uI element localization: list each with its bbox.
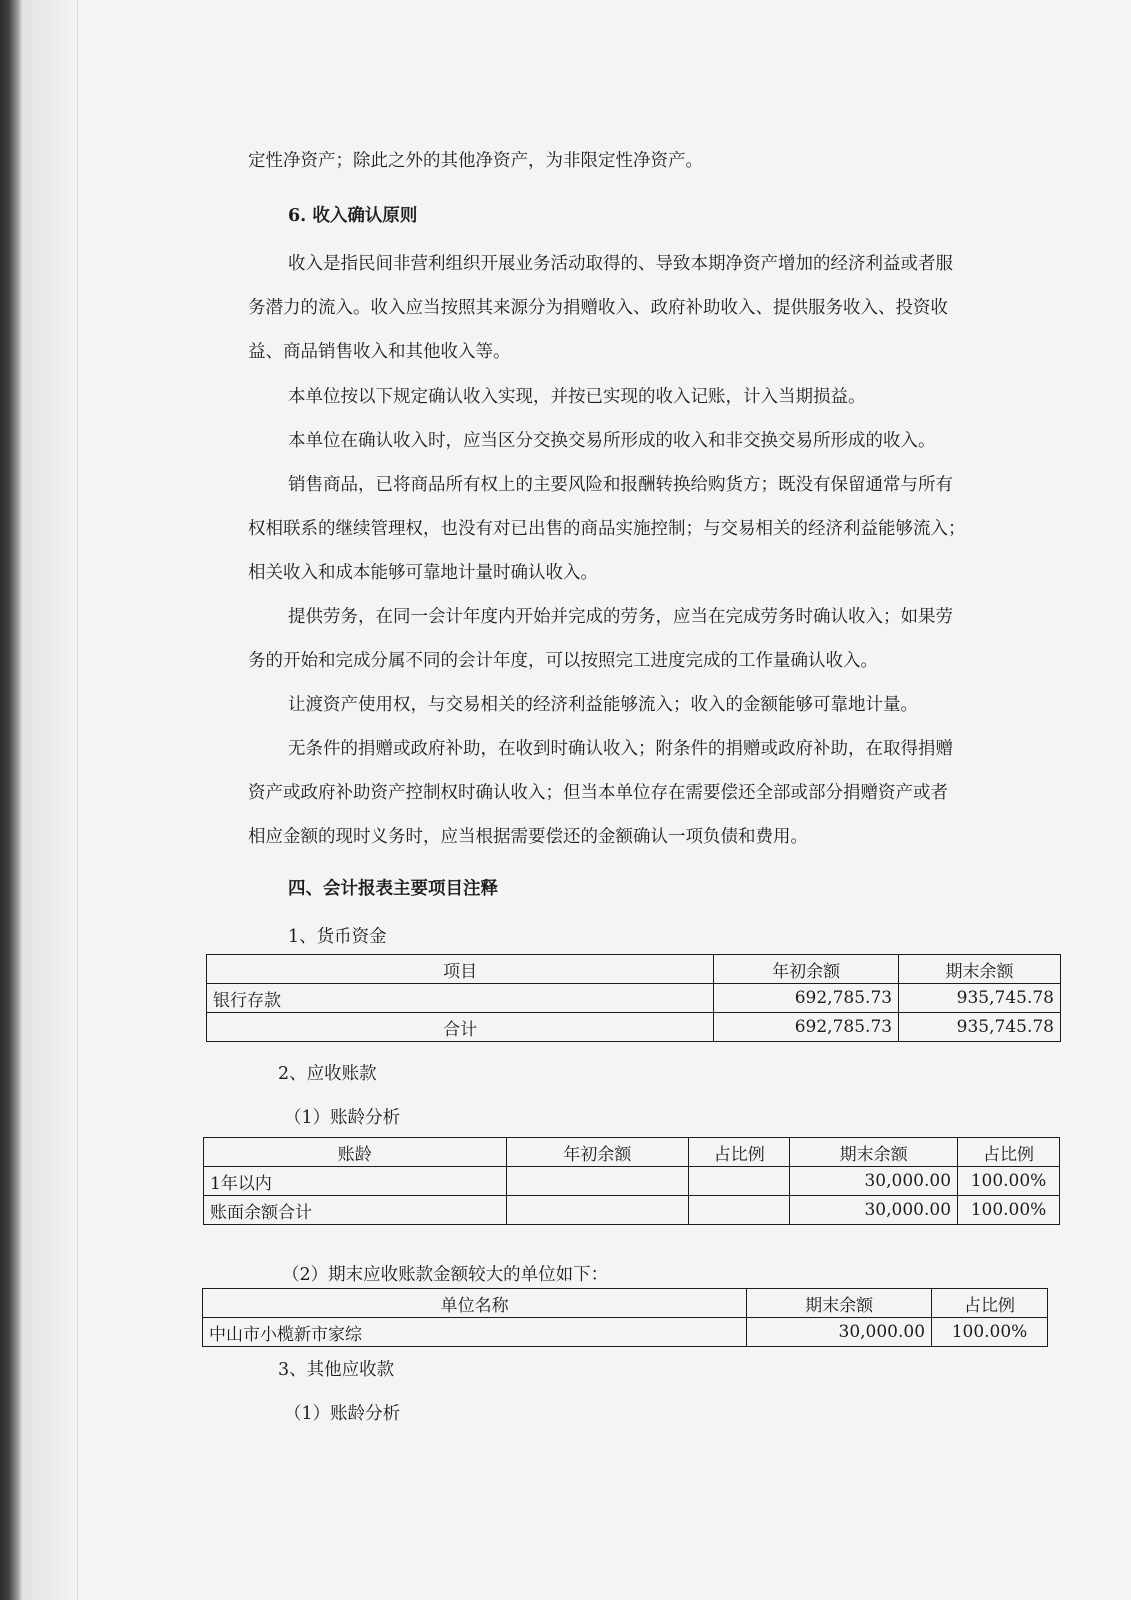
table-cell: 100.00%: [932, 1318, 1048, 1347]
table-cell: 30,000.00: [747, 1318, 932, 1347]
table-header-row: [203, 1289, 1048, 1318]
table-header-cell: 年初余额: [714, 955, 899, 984]
table-cell: 1年以内: [204, 1167, 507, 1196]
table-cell: 100.00%: [958, 1167, 1060, 1196]
table-header-cell: 占比例: [689, 1138, 790, 1167]
table-header-cell: 期末余额: [747, 1289, 932, 1318]
table-cell: 100.00%: [958, 1196, 1060, 1225]
table-header-row: [204, 1138, 1060, 1167]
table-cell: [506, 1196, 689, 1225]
scan-page-edges: [22, 0, 78, 1600]
receivables-aging-table: [203, 1137, 1060, 1225]
table-header-cell: 期末余额: [790, 1138, 958, 1167]
services-line-1: 提供劳务，在同一会计年度内开始并完成的劳务，应当在完成劳务时确认收入；如果劳: [288, 607, 953, 627]
table-cell: 692,785.73: [714, 984, 899, 1013]
table-row: [204, 1196, 1060, 1225]
table-header-cell: 年初余额: [506, 1138, 689, 1167]
table-cell: 935,745.78: [899, 1013, 1061, 1042]
table-cell: 692,785.73: [714, 1013, 899, 1042]
table-cell: 935,745.78: [899, 984, 1061, 1013]
goods-sales-line-3: 相关收入和成本能够可靠地计量时确认收入。: [248, 563, 598, 583]
donation-line-1: 无条件的捐赠或政府补助，在收到时确认收入；附条件的捐赠或政府补助，在取得捐赠: [288, 739, 953, 759]
table-cell: [689, 1167, 790, 1196]
receivables-aging-title: （1）账龄分析: [284, 1108, 401, 1128]
other-receivables-aging-title: （1）账龄分析: [284, 1404, 401, 1424]
table-header-cell: 占比例: [932, 1289, 1048, 1318]
table-cell: 银行存款: [207, 984, 714, 1013]
receivables-title: 2、应收账款: [278, 1064, 377, 1084]
revenue-definition-line-2: 务潜力的流入。收入应当按照其来源分为捐赠收入、政府补助收入、提供服务收入、投资收: [248, 298, 948, 318]
intro-tail-paragraph: 定性净资产；除此之外的其他净资产，为非限定性净资产。: [248, 151, 703, 171]
table-header-cell: 账龄: [204, 1138, 507, 1167]
revenue-definition-line-1: 收入是指民间非营利组织开展业务活动取得的、导致本期净资产增加的经济利益或者服: [288, 254, 953, 274]
exchange-distinction-paragraph: 本单位在确认收入时，应当区分交换交易所形成的收入和非交换交易所形成的收入。: [288, 431, 936, 451]
table-cell: [689, 1196, 790, 1225]
asset-use-paragraph: 让渡资产使用权，与交易相关的经济利益能够流入；收入的金额能够可靠地计量。: [288, 695, 918, 715]
cash-title: 1、货币资金: [288, 927, 387, 947]
donation-line-2: 资产或政府补助资产控制权时确认收入；但当本单位存在需要偿还全部或部分捐赠资产或者: [248, 783, 948, 803]
receivables-major-title: （2）期末应收账款金额较大的单位如下：: [282, 1265, 609, 1285]
table-header-cell: 占比例: [958, 1138, 1060, 1167]
table-cell: 中山市小榄新市家综: [203, 1318, 747, 1347]
goods-sales-line-1: 销售商品，已将商品所有权上的主要风险和报酬转换给购货方；既没有保留通常与所有: [288, 475, 953, 495]
services-line-2: 务的开始和完成分属不同的会计年度，可以按照完工进度完成的工作量确认收入。: [248, 651, 878, 671]
table-row: [207, 1013, 1061, 1042]
section-6-title: 6. 收入确认原则: [288, 206, 418, 226]
recognition-rule-paragraph: 本单位按以下规定确认收入实现，并按已实现的收入记账，计入当期损益。: [288, 387, 866, 407]
section-4-title: 四、会计报表主要项目注释: [288, 879, 498, 899]
table-row: [204, 1167, 1060, 1196]
scan-binding-shadow: [0, 0, 22, 1600]
table-cell: 30,000.00: [790, 1167, 958, 1196]
table-header-cell: 项目: [207, 955, 714, 984]
revenue-definition-line-3: 益、商品销售收入和其他收入等。: [248, 342, 511, 362]
table-cell: 合计: [207, 1013, 714, 1042]
table-header-row: [207, 955, 1061, 984]
cash-table: [206, 954, 1061, 1042]
table-row: [203, 1318, 1048, 1347]
table-row: [207, 984, 1061, 1013]
other-receivables-title: 3、其他应收款: [278, 1360, 395, 1380]
donation-line-3: 相应金额的现时义务时，应当根据需要偿还的金额确认一项负债和费用。: [248, 827, 808, 847]
table-header-cell: 期末余额: [899, 955, 1061, 984]
table-header-cell: 单位名称: [203, 1289, 747, 1318]
table-cell: 30,000.00: [790, 1196, 958, 1225]
goods-sales-line-2: 权相联系的继续管理权，也没有对已出售的商品实施控制；与交易相关的经济利益能够流入；: [248, 519, 966, 539]
table-cell: [506, 1167, 689, 1196]
table-cell: 账面余额合计: [204, 1196, 507, 1225]
receivables-major-table: [202, 1288, 1048, 1347]
